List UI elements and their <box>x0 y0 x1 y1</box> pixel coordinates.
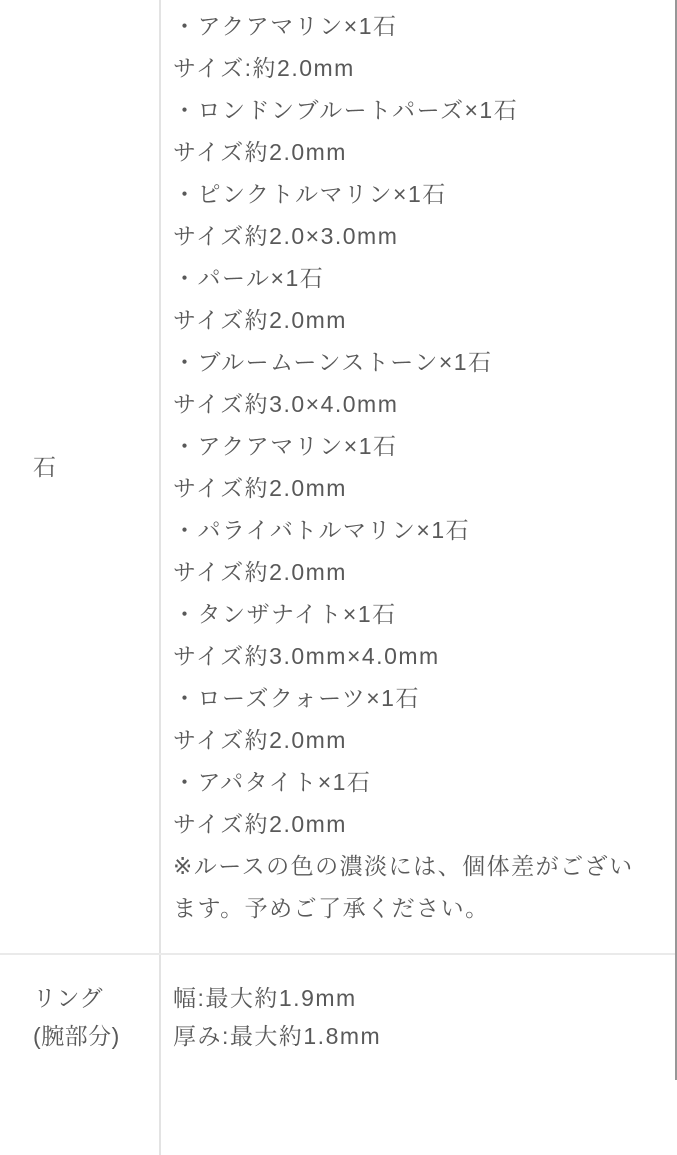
spec-row-ring <box>0 955 677 1155</box>
stone-name-line: ・ピンクトルマリン×1石 <box>173 181 447 207</box>
stone-name-line: ・パール×1石 <box>173 265 325 291</box>
ring-thickness-line: 厚み:最大約1.8mm <box>173 1023 382 1049</box>
stone-row-value-cell <box>161 0 677 953</box>
stone-row-label: 石 <box>33 454 57 480</box>
ring-row-label: リング <box>33 985 104 1011</box>
stone-size-line: サイズ約2.0mm <box>173 727 347 753</box>
stone-name-line: ・アパタイト×1石 <box>173 769 372 795</box>
stone-size-line: サイズ約3.0mm×4.0mm <box>173 643 440 669</box>
stone-size-line: サイズ:約2.0mm <box>173 55 355 81</box>
stone-size-line: サイズ約2.0mm <box>173 139 347 165</box>
stone-name-line: ・アクアマリン×1石 <box>173 433 398 459</box>
ring-row-label-cell <box>0 955 161 1155</box>
stone-size-line: サイズ約2.0mm <box>173 559 347 585</box>
stone-row-label-cell <box>0 0 161 953</box>
stone-size-line: サイズ約2.0mm <box>173 475 347 501</box>
stone-name-line: ・アクアマリン×1石 <box>173 13 398 39</box>
ring-row-value-cell <box>161 955 677 1155</box>
stone-name-line: ・パライバトルマリン×1石 <box>173 517 471 543</box>
stone-note-line: ※ルースの色の濃淡には、個体差がござい <box>173 853 634 879</box>
stone-name-line: ・タンザナイト×1石 <box>173 601 397 627</box>
stone-note-line: ます。予めご了承ください。 <box>173 895 490 921</box>
stone-size-line: サイズ約2.0mm <box>173 811 347 837</box>
stone-size-line: サイズ約2.0mm <box>173 307 347 333</box>
stone-size-line: サイズ約2.0×3.0mm <box>173 223 399 249</box>
stone-name-line: ・ロンドンブルートパーズ×1石 <box>173 97 519 123</box>
stone-name-line: ・ブルームーンストーン×1石 <box>173 349 493 375</box>
ring-width-line: 幅:最大約1.9mm <box>173 985 357 1011</box>
stone-size-line: サイズ約3.0×4.0mm <box>173 391 399 417</box>
ring-row-label-sub: (腕部分) <box>33 1023 120 1049</box>
stone-name-line: ・ローズクォーツ×1石 <box>173 685 420 711</box>
